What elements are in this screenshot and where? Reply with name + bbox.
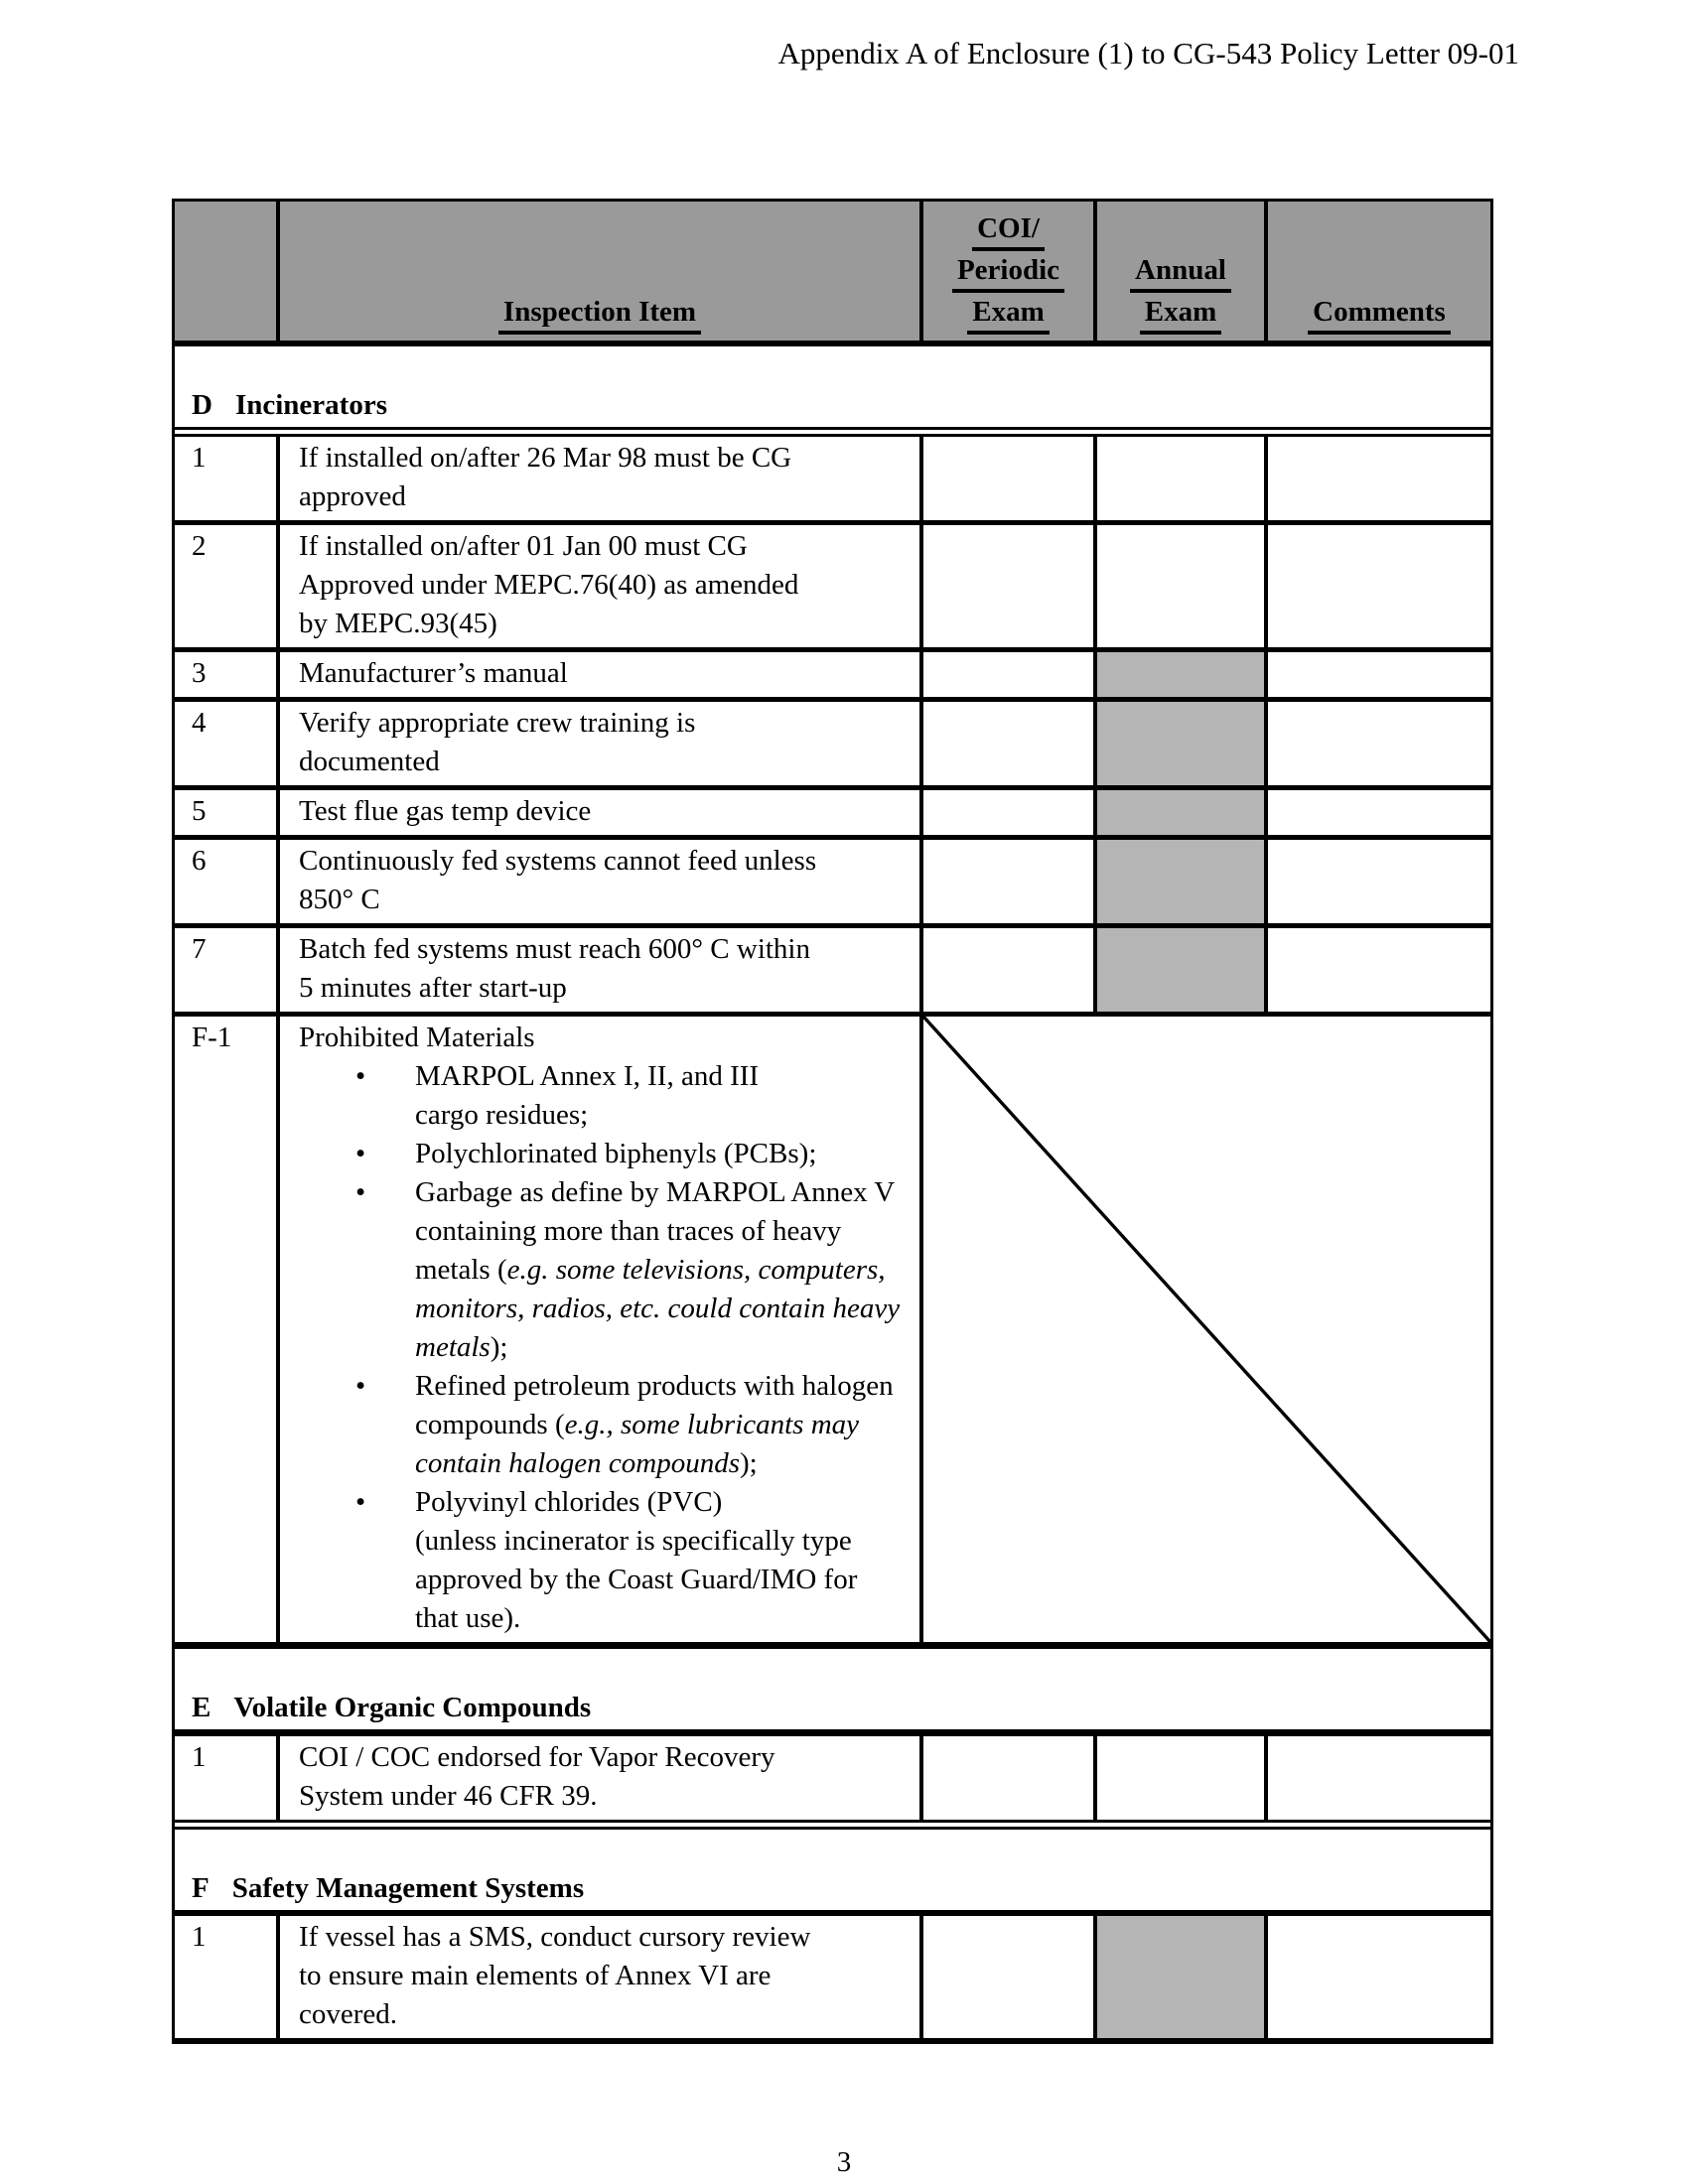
- row-number-cell: 3: [192, 657, 207, 689]
- inspection-item-cell: [276, 790, 919, 835]
- inspection-item-cell: [276, 928, 919, 1012]
- text-line: COI / COC endorsed for Vapor Recovery: [299, 1741, 775, 1773]
- inspection-item-cell: [276, 525, 919, 647]
- header-comments-cell: [1264, 202, 1490, 341]
- page-header-text: Appendix A of Enclosure (1) to CG-543 Policy Letter 09-01: [777, 36, 1519, 70]
- text-line: metals (e.g. some televisions, computers,: [415, 1254, 886, 1286]
- diagonal-merged-cell: [919, 1017, 1490, 1642]
- coi-periodic-exam-cell: [919, 437, 1093, 520]
- text-line: Refined petroleum products with halogen: [415, 1370, 894, 1402]
- text-line: [415, 1290, 908, 1328]
- section-title: Volatile Organic Compounds: [233, 1692, 592, 1723]
- comments-cell: [1264, 928, 1490, 1012]
- annual-exam-cell: [1093, 702, 1264, 785]
- row-d-4: [175, 697, 1490, 785]
- header-blank-cell: [175, 202, 276, 341]
- comments-cell: [1264, 525, 1490, 647]
- section-header-cell: [175, 346, 1490, 427]
- row-number-cell: 6: [192, 845, 207, 877]
- coi-periodic-exam-cell: [919, 1916, 1093, 2038]
- bullet-item: [299, 1367, 908, 1483]
- text-line: MARPOL Annex I, II, and III: [415, 1060, 760, 1092]
- text-line: If installed on/after 01 Jan 00 must CG: [299, 530, 748, 562]
- bullet-dot-icon: •: [355, 1176, 366, 1208]
- bullet-dot-icon: •: [355, 1486, 366, 1518]
- row-d-7: [175, 923, 1490, 1012]
- annual-exam-cell: [1093, 525, 1264, 647]
- text-line: Polyvinyl chlorides (PVC): [415, 1486, 723, 1518]
- section-letter: E: [192, 1692, 211, 1723]
- text-line: Batch fed systems must reach 600° C within: [299, 933, 810, 965]
- comments-cell: [1264, 1916, 1490, 2038]
- row-d-3: [175, 647, 1490, 697]
- section-letter: F: [192, 1872, 210, 1904]
- text-line: metals);: [415, 1331, 508, 1363]
- section-row-d: [175, 341, 1490, 427]
- header-coi-exam-line: Exam: [967, 293, 1050, 335]
- inspection-table: [172, 199, 1493, 2044]
- prohibited-materials-title: Prohibited Materials: [299, 1022, 535, 1053]
- row-number-cell: 5: [192, 795, 207, 827]
- text-line: 850° C: [299, 884, 380, 915]
- table-header-row: [175, 202, 1490, 341]
- section-letter: D: [192, 389, 212, 421]
- comments-cell: [1264, 702, 1490, 785]
- header-coi-line: COI/: [972, 209, 1045, 251]
- inspection-item-cell: [276, 437, 919, 520]
- inspection-item-cell: [276, 702, 919, 785]
- italic-text: e.g. some televisions, computers,: [506, 1254, 886, 1286]
- text-line: to ensure main elements of Annex VI are: [299, 1960, 772, 1991]
- section-row-f: [175, 1820, 1490, 1910]
- page-header: [0, 0, 1688, 73]
- italic-text: monitors, radios, etc. could contain heavy: [415, 1293, 901, 1324]
- text-line: Approved under MEPC.76(40) as amended: [299, 569, 799, 601]
- text-line: (unless incinerator is specifically type: [415, 1525, 852, 1557]
- bullet-item: [299, 1173, 908, 1367]
- row-d-5: [175, 785, 1490, 835]
- coi-periodic-exam-cell: [919, 525, 1093, 647]
- italic-text: contain halogen compounds: [415, 1447, 741, 1479]
- text-line: Polychlorinated biphenyls (PCBs);: [415, 1138, 817, 1169]
- row-d-6: [175, 835, 1490, 923]
- section-row-e: [175, 1642, 1490, 1729]
- annual-exam-cell: [1093, 652, 1264, 697]
- annual-exam-cell: [1093, 1736, 1264, 1820]
- bullet-item: [299, 1135, 908, 1173]
- comments-cell: [1264, 790, 1490, 835]
- row-f-1: [175, 1910, 1490, 2038]
- italic-text: metals: [415, 1331, 491, 1363]
- comments-cell: [1264, 840, 1490, 923]
- row-number-cell: 2: [192, 530, 207, 562]
- bullet-dot-icon: •: [355, 1138, 366, 1169]
- bullet-dot-icon: •: [355, 1370, 366, 1402]
- row-number-cell: F-1: [192, 1022, 232, 1053]
- text-line: that use).: [415, 1602, 521, 1634]
- text-line: Manufacturer’s manual: [299, 657, 568, 689]
- text-line: Verify appropriate crew training is: [299, 707, 696, 739]
- coi-periodic-exam-cell: [919, 928, 1093, 1012]
- section-title: Safety Management Systems: [231, 1872, 585, 1904]
- bullet-dot-icon: •: [355, 1060, 366, 1092]
- inspection-item-cell: [276, 1017, 919, 1642]
- text-line: System under 46 CFR 39.: [299, 1780, 598, 1812]
- annual-exam-cell: [1093, 840, 1264, 923]
- header-comments-label: Comments: [1308, 293, 1451, 335]
- inspection-item-cell: [276, 1916, 919, 2038]
- inspection-item-cell: [276, 652, 919, 697]
- text-line: cargo residues;: [415, 1099, 589, 1131]
- text-line: Continuously fed systems cannot feed unless: [299, 845, 817, 877]
- row-number-cell: 1: [192, 442, 207, 474]
- italic-text: e.g., some lubricants may: [564, 1409, 860, 1440]
- header-periodic-line: Periodic: [952, 251, 1064, 293]
- text-line: contain halogen compounds);: [415, 1447, 758, 1479]
- header-inspection-item-cell: [276, 202, 919, 341]
- coi-periodic-exam-cell: [919, 1736, 1093, 1820]
- text-line: covered.: [299, 1998, 398, 2030]
- coi-periodic-exam-cell: [919, 652, 1093, 697]
- header-annual-line: Annual: [1130, 251, 1231, 293]
- text-line: 5 minutes after start-up: [299, 972, 567, 1004]
- coi-periodic-exam-cell: [919, 790, 1093, 835]
- comments-cell: [1264, 437, 1490, 520]
- diagonal-line: [923, 1017, 1490, 1642]
- text-line: Garbage as define by MARPOL Annex V: [415, 1176, 896, 1208]
- bullet-item: [299, 1483, 908, 1638]
- comments-cell: [1264, 652, 1490, 697]
- inspection-item-cell: [276, 1736, 919, 1820]
- coi-periodic-exam-cell: [919, 840, 1093, 923]
- annual-exam-cell: [1093, 928, 1264, 1012]
- row-d-1: [175, 427, 1490, 520]
- annual-exam-cell: [1093, 1916, 1264, 2038]
- text-line: by MEPC.93(45): [299, 608, 497, 639]
- text-line: documented: [299, 746, 440, 777]
- text-line: If installed on/after 26 Mar 98 must be CG: [299, 442, 792, 474]
- text-line: approved by the Coast Guard/IMO for: [415, 1564, 858, 1595]
- section-header-cell: [175, 1649, 1490, 1729]
- annual-exam-cell: [1093, 437, 1264, 520]
- header-annual-exam-cell: [1093, 202, 1264, 341]
- header-inspection-item-label: Inspection Item: [498, 293, 701, 335]
- text-line: compounds (e.g., some lubricants may: [415, 1409, 860, 1440]
- text-line: Test flue gas temp device: [299, 795, 592, 827]
- coi-periodic-exam-cell: [919, 702, 1093, 785]
- row-number-cell: 1: [192, 1921, 207, 1953]
- header-coi-periodic-exam-cell: [919, 202, 1093, 341]
- page-number: 3: [836, 2146, 852, 2178]
- row-d-f-1: [175, 1012, 1490, 1642]
- header-annual-exam-line: Exam: [1140, 293, 1222, 335]
- text-line: containing more than traces of heavy: [415, 1215, 842, 1247]
- text-line: If vessel has a SMS, conduct cursory review: [299, 1921, 811, 1953]
- inspection-item-cell: [276, 840, 919, 923]
- row-number-cell: 4: [192, 707, 207, 739]
- row-d-2: [175, 520, 1490, 647]
- row-e-1: [175, 1729, 1490, 1820]
- bullet-item: [299, 1057, 908, 1135]
- section-header-cell: [175, 1830, 1490, 1910]
- annual-exam-cell: [1093, 790, 1264, 835]
- text-line: approved: [299, 480, 406, 512]
- row-number-cell: 7: [192, 933, 207, 965]
- section-title: Incinerators: [234, 389, 387, 421]
- row-number-cell: 1: [192, 1741, 207, 1773]
- comments-cell: [1264, 1736, 1490, 1820]
